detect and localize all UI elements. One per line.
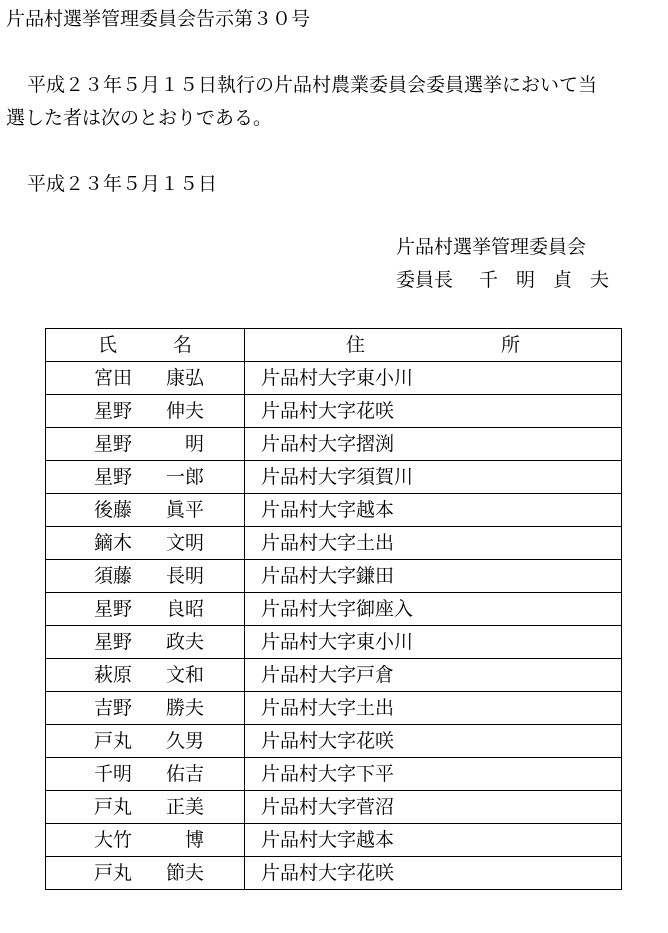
header-address bbox=[245, 329, 656, 362]
member-name-cell bbox=[46, 725, 245, 758]
member-address: 片品村大字東小川 bbox=[245, 362, 622, 395]
member-surname: 吉野 bbox=[94, 697, 133, 719]
signature-chair-name: 千明貞夫 bbox=[479, 269, 628, 291]
member-surname: 大竹 bbox=[94, 829, 133, 851]
member-name-cell bbox=[46, 857, 245, 890]
member-name-cell bbox=[46, 692, 245, 725]
member-name-cell bbox=[46, 527, 245, 560]
member-address: 片品村大字土出 bbox=[245, 692, 622, 725]
member-name-cell bbox=[46, 395, 245, 428]
member-given-name: 伸夫 bbox=[165, 400, 204, 422]
member-given-name: 博 bbox=[184, 829, 204, 851]
table-row bbox=[46, 659, 622, 692]
member-address: 片品村大字花咲 bbox=[245, 725, 622, 758]
member-surname: 千明 bbox=[94, 763, 133, 785]
table-row bbox=[46, 494, 622, 527]
signature-chair-role: 委員長 bbox=[396, 269, 454, 291]
member-surname: 鏑木 bbox=[94, 532, 133, 554]
member-surname: 後藤 bbox=[94, 499, 133, 521]
header-name-label: 氏名 bbox=[97, 334, 248, 356]
member-surname: 星野 bbox=[94, 466, 133, 488]
member-surname: 星野 bbox=[94, 631, 133, 653]
body-text-line-1: 平成２３年５月１５日執行の片品村農業委員会委員選挙において当 bbox=[27, 74, 598, 96]
elected-members-table bbox=[45, 328, 656, 890]
member-name-cell bbox=[46, 626, 245, 659]
member-surname: 戸丸 bbox=[94, 730, 133, 752]
member-address: 片品村大字菅沼 bbox=[245, 791, 622, 824]
member-address: 片品村大字越本 bbox=[245, 824, 622, 857]
table-row bbox=[46, 395, 622, 428]
member-given-name: 眞平 bbox=[165, 499, 204, 521]
member-surname: 戸丸 bbox=[94, 796, 133, 818]
notice-title: 片品村選挙管理委員会告示第３０号 bbox=[6, 8, 311, 30]
header-name bbox=[46, 329, 248, 362]
table-row bbox=[46, 824, 622, 857]
member-given-name: 康弘 bbox=[165, 367, 204, 389]
member-given-name: 佑吉 bbox=[165, 763, 204, 785]
member-given-name: 明 bbox=[184, 433, 204, 455]
member-address: 片品村大字戸倉 bbox=[245, 659, 622, 692]
member-name-cell bbox=[46, 494, 245, 527]
table-row bbox=[46, 758, 622, 791]
member-surname: 星野 bbox=[94, 400, 133, 422]
member-address: 片品村大字下平 bbox=[245, 758, 622, 791]
member-given-name: 一郎 bbox=[165, 466, 204, 488]
member-surname: 萩原 bbox=[94, 664, 133, 686]
table-row bbox=[46, 593, 622, 626]
table-row bbox=[46, 362, 622, 395]
table-row bbox=[46, 560, 622, 593]
member-given-name: 勝夫 bbox=[165, 697, 204, 719]
table-row bbox=[46, 461, 622, 494]
member-address: 片品村大字越本 bbox=[245, 494, 622, 527]
member-given-name: 節夫 bbox=[165, 862, 204, 884]
member-given-name: 文明 bbox=[165, 532, 204, 554]
member-surname: 星野 bbox=[94, 433, 133, 455]
member-name-cell bbox=[46, 824, 245, 857]
member-address: 片品村大字花咲 bbox=[245, 857, 622, 890]
notice-date: 平成２３年５月１５日 bbox=[27, 173, 218, 195]
header-address-label: 住所 bbox=[345, 334, 656, 356]
member-given-name: 政夫 bbox=[165, 631, 204, 653]
member-address: 片品村大字花咲 bbox=[245, 395, 622, 428]
member-name-cell bbox=[46, 593, 245, 626]
member-given-name: 正美 bbox=[165, 796, 204, 818]
member-address: 片品村大字土出 bbox=[245, 527, 622, 560]
member-name-cell bbox=[46, 560, 245, 593]
member-surname: 星野 bbox=[94, 598, 133, 620]
member-surname: 戸丸 bbox=[94, 862, 133, 884]
member-address: 片品村大字須賀川 bbox=[245, 461, 622, 494]
member-given-name: 文和 bbox=[165, 664, 204, 686]
member-name-cell bbox=[46, 428, 245, 461]
table-row bbox=[46, 527, 622, 560]
member-address: 片品村大字鎌田 bbox=[245, 560, 622, 593]
member-name-cell bbox=[46, 362, 245, 395]
member-given-name: 長明 bbox=[165, 565, 204, 587]
member-given-name: 久男 bbox=[165, 730, 204, 752]
member-name-cell bbox=[46, 461, 245, 494]
signature-organization: 片品村選挙管理委員会 bbox=[396, 236, 587, 258]
table-row bbox=[46, 791, 622, 824]
member-address: 片品村大字摺渕 bbox=[245, 428, 622, 461]
member-given-name: 良昭 bbox=[165, 598, 204, 620]
member-surname: 須藤 bbox=[94, 565, 133, 587]
member-address: 片品村大字御座入 bbox=[245, 593, 622, 626]
table-row bbox=[46, 857, 622, 890]
member-name-cell bbox=[46, 659, 245, 692]
table-row bbox=[46, 428, 622, 461]
table-row bbox=[46, 626, 622, 659]
table-row bbox=[46, 692, 622, 725]
member-surname: 宮田 bbox=[94, 367, 133, 389]
signature-chair bbox=[396, 268, 627, 292]
table-header-row bbox=[46, 329, 622, 362]
member-name-cell bbox=[46, 758, 245, 791]
member-address: 片品村大字東小川 bbox=[245, 626, 622, 659]
table-row bbox=[46, 725, 622, 758]
body-text-line-2: 選した者は次のとおりである。 bbox=[6, 107, 273, 129]
member-name-cell bbox=[46, 791, 245, 824]
